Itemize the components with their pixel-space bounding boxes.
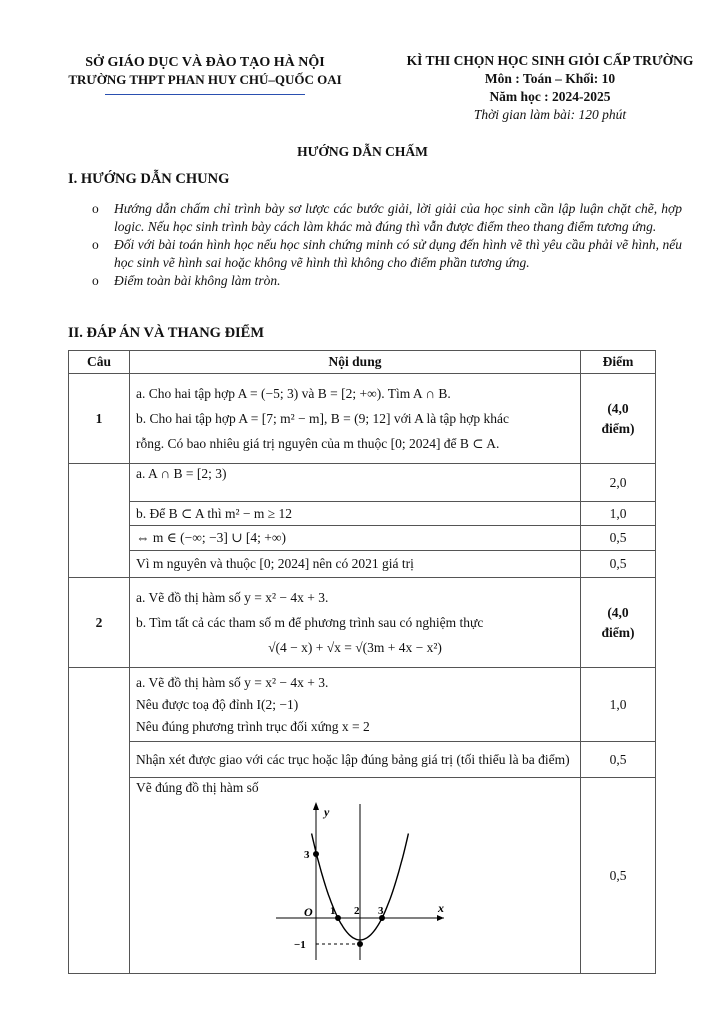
question-number: 2 [69, 578, 130, 668]
question-total-score [581, 578, 656, 668]
answer-line: Nêu đúng phương trình trục đối xứng x = 2 [136, 718, 370, 734]
question-number-blank [69, 464, 130, 578]
total-score-value: (4,0 [607, 400, 629, 416]
col-header-content: Nội dung [130, 351, 581, 374]
school-year: Năm học : 2024-2025 [489, 89, 611, 104]
guideline-text: Điểm toàn bài không làm tròn. [114, 273, 281, 288]
question-row [69, 374, 656, 464]
school-name: TRƯỜNG THPT PHAN HUY CHÚ–QUỐC OAI [68, 72, 342, 87]
answer-row [69, 668, 656, 742]
question-total-score [581, 374, 656, 464]
answer-score: 1,0 [581, 668, 656, 742]
answer-line: Nêu được toạ độ đỉnh I(2; −1) [136, 696, 299, 712]
answer-text: ⇔ m ∈ (−∞; −3] ∪ [4; +∞) [130, 526, 581, 551]
table-header-row [69, 351, 656, 374]
prompt-part-b-line1: b. Cho hai tập hợp A = [7; m² − m], B = (9; 12] với A là tập hợp khác [136, 411, 510, 426]
answer-row [69, 551, 656, 578]
section-heading-answers: II. ĐÁP ÁN VÀ THANG ĐIỂM [68, 325, 265, 341]
section-heading-general: I. HƯỚNG DẪN CHUNG [68, 171, 230, 187]
answer-score: 0,5 [581, 742, 656, 778]
answer-line: a. Vẽ đồ thị hàm số y = x² − 4x + 3. [136, 674, 329, 690]
tick-label-x: 3 [378, 905, 384, 917]
general-guidelines [92, 200, 682, 290]
tick-label-x: 2 [354, 905, 360, 917]
answer-text: b. Để B ⊂ A thì m² − m ≥ 12 [130, 502, 581, 526]
tick-label-y: −1 [294, 939, 306, 951]
answer-graph-cell [130, 778, 581, 974]
question-number-blank [69, 668, 130, 974]
guideline-item [92, 200, 682, 236]
col-header-question: Câu [69, 351, 130, 374]
prompt-part-b: b. Tìm tất cả các tham số m để phương trình sau có nghiệm thực [136, 615, 484, 630]
prompt-part-b-line2: rỗng. Có bao nhiêu giá trị nguyên của m thuộc [0; 2024] để B ⊂ A. [136, 436, 500, 451]
total-score-unit: điểm) [601, 624, 635, 640]
tick-label-x: 1 [330, 905, 336, 917]
answer-score: 0,5 [581, 551, 656, 578]
answer-row [69, 778, 656, 974]
col-header-score: Điểm [581, 351, 656, 374]
answer-text: Nhận xét được giao với các trục hoặc lập đúng bảng giá trị (tối thiểu là ba điểm) [130, 742, 581, 778]
answer-score: 2,0 [581, 464, 656, 502]
question-prompt [130, 578, 581, 668]
prompt-equation: √(4 − x) + √x = √(3m + 4x − x²) [268, 640, 442, 655]
question-prompt [130, 374, 581, 464]
answer-table [68, 350, 656, 974]
answer-row [69, 502, 656, 526]
guideline-item [92, 272, 682, 290]
total-score-value: (4,0 [607, 604, 629, 620]
answer-text: Vẽ đúng đồ thị hàm số [136, 780, 259, 795]
answer-row [69, 464, 656, 502]
vertex-point [357, 941, 363, 947]
guideline-text: Hướng dẫn chấm chỉ trình bày sơ lược các bước giải, lời giải của học sinh cần lập luận chặt chẽ, hợp logic. Nếu học sinh trình bày cách làm khác mà đúng thì vẫn được điểm theo thang điểm tương ứng. [114, 201, 682, 234]
answer-score: 0,5 [581, 526, 656, 551]
total-score-unit: điểm) [601, 420, 635, 436]
prompt-part-a: a. Vẽ đồ thị hàm số y = x² − 4x + 3. [136, 590, 329, 605]
answer-text-block [130, 668, 581, 742]
point-1-0 [335, 915, 341, 921]
time-allowed: Thời gian làm bài: 120 phút [473, 107, 627, 122]
x-axis-arrow [437, 915, 444, 921]
answer-text: Vì m nguyên và thuộc [0; 2024] nên có 2021 giá trị [130, 551, 581, 578]
header-underline [105, 94, 305, 95]
bullet-marker: o [92, 237, 99, 252]
y-axis-arrow [313, 802, 319, 810]
answer-score: 0,5 [581, 778, 656, 974]
subject-line: Môn : Toán – Khối: 10 [484, 71, 616, 86]
origin-label: O [304, 905, 313, 919]
answer-text: a. A ∩ B = [2; 3) [130, 464, 581, 502]
bullet-marker: o [92, 273, 99, 288]
header-left [50, 54, 360, 95]
guideline-text: Đối với bài toán hình học nếu học sinh chứng minh có sử dụng đến hình vẽ thì yêu cầu phải vẽ hình, nếu học sinh vẽ hình sai hoặc không vẽ hình thì không cho điểm phần tương ứng. [114, 237, 682, 270]
department-name: SỞ GIÁO DỤC VÀ ĐÀO TẠO HÀ NỘI [85, 55, 325, 70]
question-row [69, 578, 656, 668]
parabola-graph [266, 800, 466, 960]
answer-score: 1,0 [581, 502, 656, 526]
point-0-3 [313, 851, 319, 857]
guideline-item [92, 236, 682, 272]
header-right [390, 52, 710, 124]
bullet-marker: o [92, 201, 99, 216]
x-axis-label: x [438, 901, 444, 915]
y-axis-label: y [324, 805, 330, 819]
prompt-part-a: a. Cho hai tập hợp A = (−5; 3) và B = [2; +∞). Tìm A ∩ B. [136, 386, 451, 401]
page-title: HƯỚNG DẪN CHẤM [297, 144, 428, 159]
question-number: 1 [69, 374, 130, 464]
tick-label-y: 3 [304, 849, 310, 861]
exam-name: KÌ THI CHỌN HỌC SINH GIỎI CẤP TRƯỜNG [406, 53, 694, 68]
answer-row [69, 742, 656, 778]
answer-row [69, 526, 656, 551]
